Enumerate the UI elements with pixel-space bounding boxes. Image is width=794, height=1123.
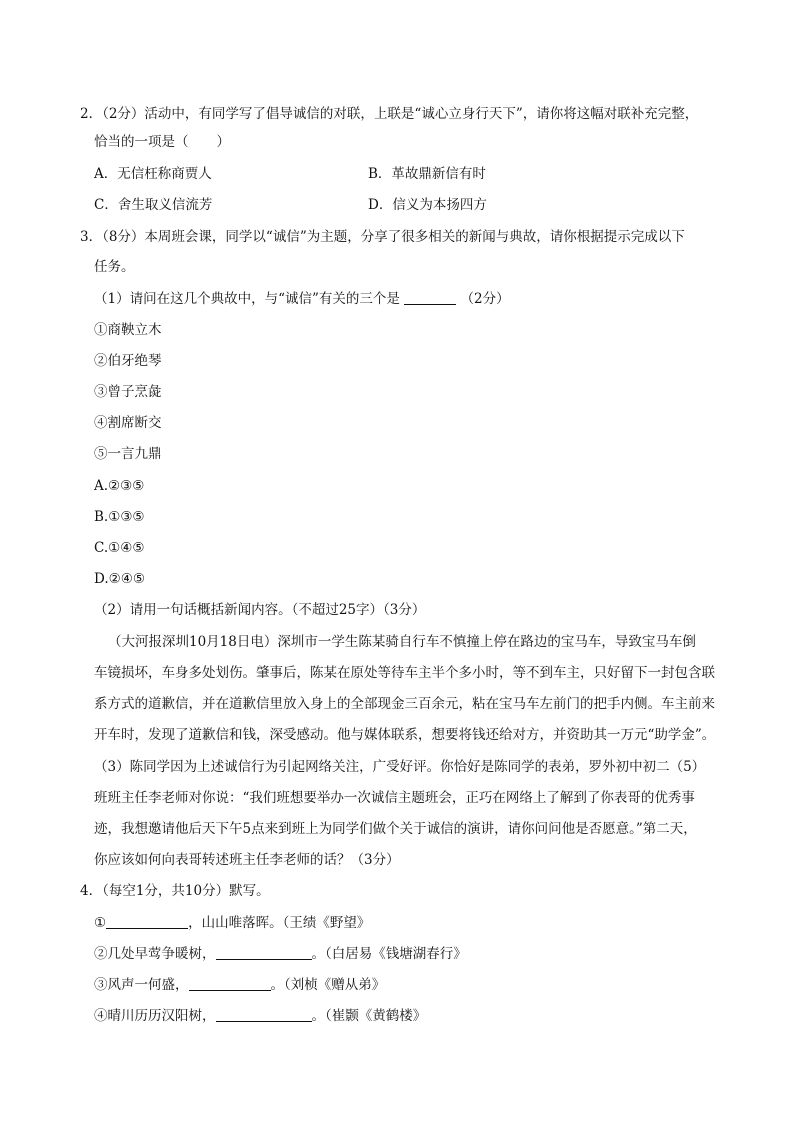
q4-item-4-blank[interactable] [216,1007,312,1022]
q3-sub1 [94,289,510,309]
q4-item-4 [94,1006,426,1026]
q4-item-1-blank[interactable] [106,914,188,929]
q3-story-2: ②伯牙绝琴 [94,353,162,369]
q2-stem-post: ） [216,134,230,150]
q4-item-3-blank[interactable] [189,976,271,991]
q4-item-3-pre: ③风声一何盛， [94,977,189,993]
q4-item-1 [94,913,370,933]
q3-news-line1: （大河报深圳10月18日电）深圳市一学生陈某骑自行车不慎撞上停在路边的宝马车，导致宝马车倒 [108,634,696,650]
q3-choice-d: D.②④⑤ [94,571,145,587]
q3-choice-c: C.①④⑤ [94,540,145,556]
q4-item-3-post: 。（刘桢《赠从弟》 [270,977,386,993]
q2-option-b: B．革故鼎新信有时 [368,166,486,182]
q4-item-2-pre: ②几处早莺争暖树， [94,946,216,962]
q3-stem-line2: 任务。 [94,259,135,275]
q3-sub1-pre: （1）请问在这几个典故中，与“诚信”有关的三个是 [94,291,400,307]
q3-sub3-line4: 你应该如何向表哥转述班主任李老师的话？（3分） [94,852,400,868]
q3-sub1-blank[interactable] [404,290,456,305]
q3-choice-a: A.②③⑤ [94,478,145,494]
q2-stem-line1: 2．（2分）活动中，有同学写了倡导诚信的对联，上联是“诚心立身行天下”，请你将这幅对联补充完整， [80,106,699,122]
q3-sub2: （2）请用一句话概括新闻内容。（不超过25字）（3分） [94,602,426,618]
q3-news-line4: 开车时，发现了道歉信和钱，深受感动。他与媒体联系，想要将钱还给对方，并资助其一万元“助学金”。 [94,727,716,743]
q2-option-d: D．信义为本扬四方 [368,197,487,213]
q3-news-line2: 车镜损坏，车身多处划伤。肇事后，陈某在原处等待车主半个多小时，等不到车主，只好留下一封包含联 [94,665,715,681]
q3-news-line3: 系方式的道歉信，并在道歉信里放入身上的全部现金三百余元，粘在宝马车左前门的把手内侧。车主前来 [94,696,715,712]
q4-item-2-blank[interactable] [216,945,312,960]
q3-story-5: ⑤一言九鼎 [94,446,162,462]
q3-story-4: ④割席断交 [94,415,162,431]
q4-item-1-pre: ① [94,915,107,931]
q2-stem-pre: 恰当的一项是（ [94,134,189,150]
q4-item-1-post: ，山山唯落晖。（王绩《野望》 [188,915,371,931]
q2-option-c: C．舍生取义信流芳 [94,197,213,213]
q4-item-4-pre: ④晴川历历汉阳树， [94,1008,216,1024]
q4-item-2-post: 。（白居易《钱塘湖春行》 [311,946,467,962]
q4-title: 4．（每空1分，共10分）默写。 [80,883,270,899]
q3-sub1-post: （2分） [460,291,510,307]
q3-stem-line1: 3．（8分）本周班会课，同学以“诚信”为主题，分享了很多相关的新闻与典故，请你根据提示完成以下 [80,229,685,245]
q3-sub3-line2: 班班主任李老师对你说：“我们班想要举办一次诚信主题班会，正巧在网络上了解到了你表哥的优秀事 [94,790,695,806]
q3-sub3-line3: 迹，我想邀请他后天下午5点来到班上为同学们做个关于诚信的演讲，请你问问他是否愿意。”第二天， [94,821,697,837]
q3-choice-b: B.①③⑤ [94,509,145,525]
q3-story-1: ①商鞅立木 [94,322,162,338]
q4-item-2 [94,944,467,964]
q4-item-4-post: 。（崔颢《黄鹤楼》 [311,1008,427,1024]
q3-story-3: ③曾子烹彘 [94,384,162,400]
q4-item-3 [94,975,385,995]
q2-stem-line2 [94,132,230,152]
q2-option-a: A．无信枉称商贾人 [94,166,212,182]
q3-sub3-line1: （3）陈同学因为上述诚信行为引起网络关注，广受好评。你恰好是陈同学的表弟，罗外初中初二（5） [94,759,706,775]
